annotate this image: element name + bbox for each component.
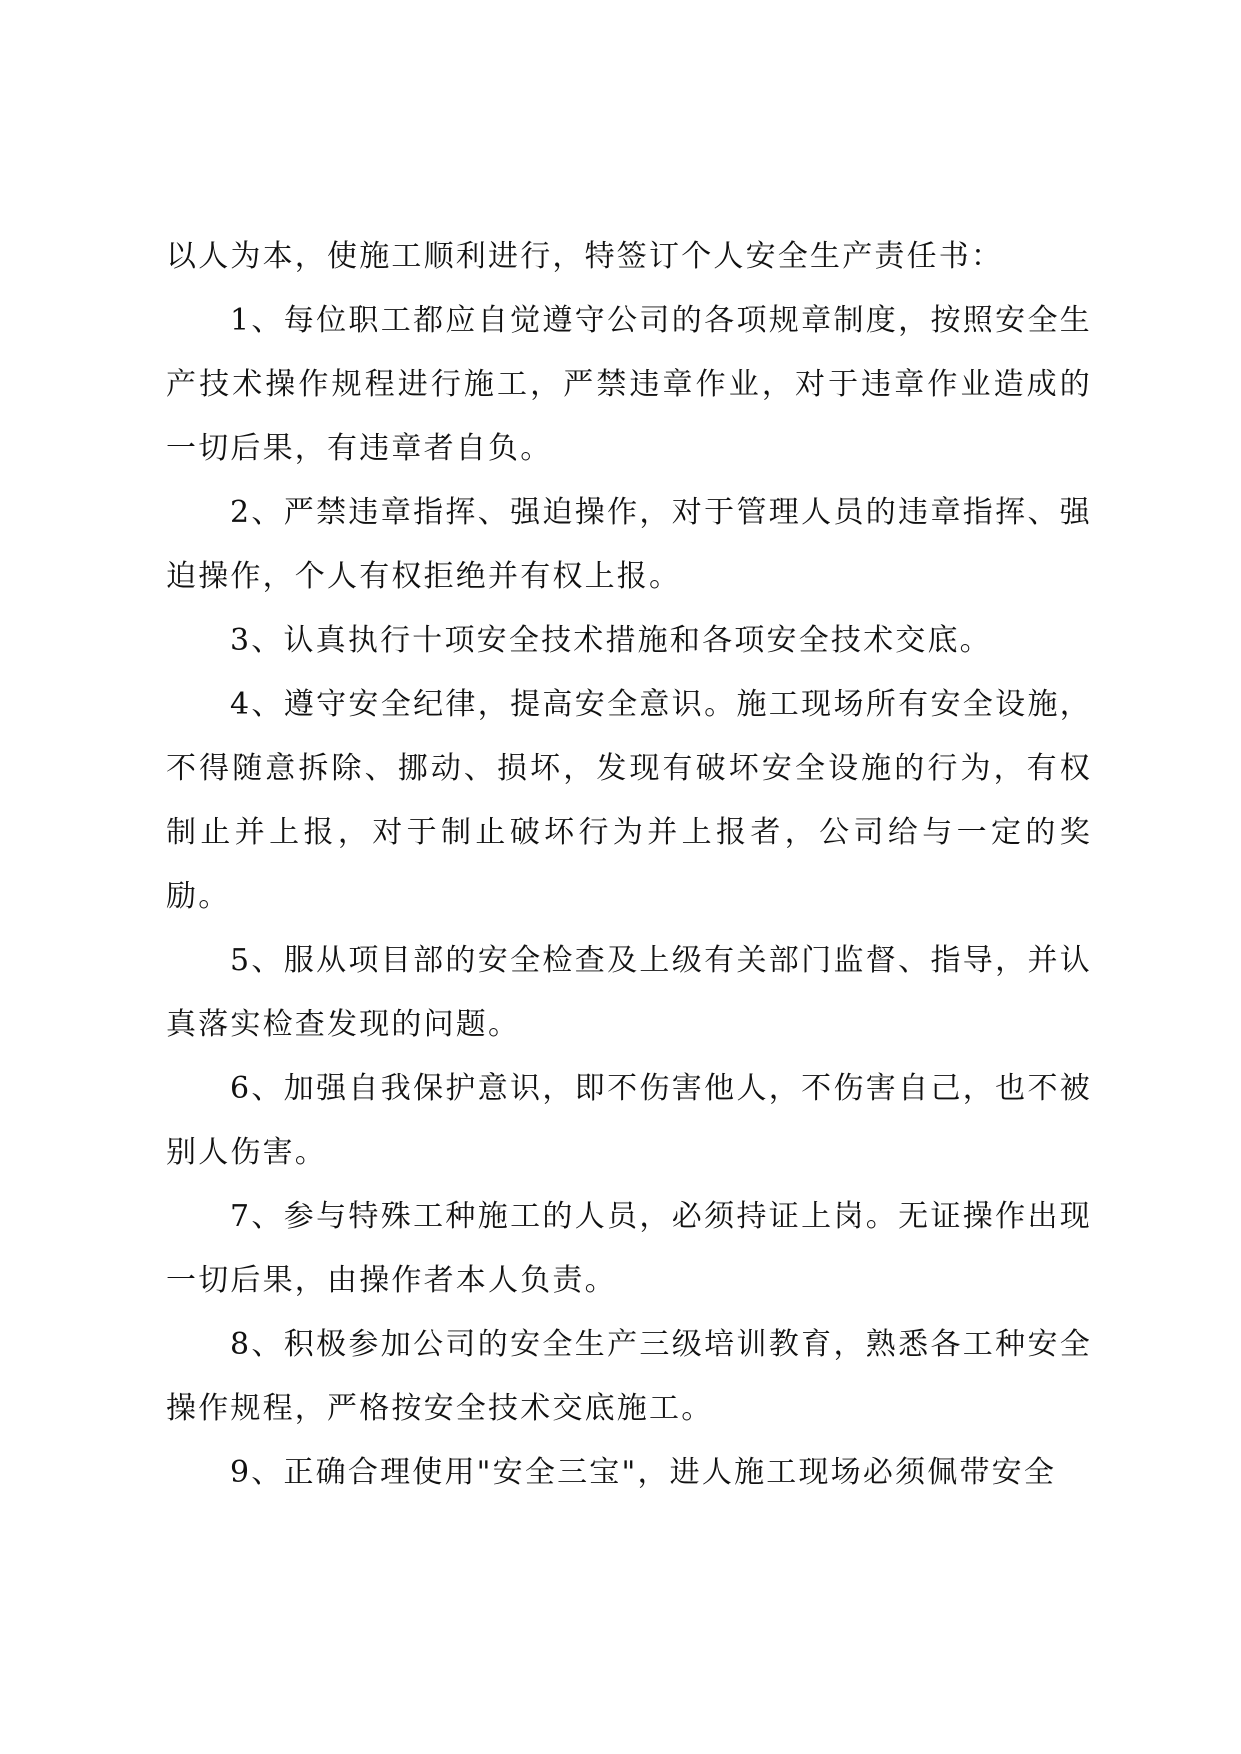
paragraph-item-6: 6、加强自我保护意识，即不伤害他人，不伤害自己，也不被别人伤害。	[166, 1071, 1092, 1170]
paragraph-item-4: 4、遵守安全纪律，提高安全意识。施工现场所有安全设施，不得随意拆除、挪动、损坏，发现有破坏安全设施的行为，有权制止并上报，对于制止破坏行为并上报者，公司给与一定的奖励。	[166, 687, 1092, 914]
paragraph-item-9: 9、正确合理使用"安全三宝"，进人施工现场必须佩带安全	[230, 1455, 1057, 1490]
paragraph-item-3: 3、认真执行十项安全技术措施和各项安全技术交底。	[230, 623, 992, 658]
paragraph-item-1: 1、每位职工都应自觉遵守公司的各项规章制度，按照安全生产技术操作规程进行施工，严禁违章作业，对于违章作业造成的一切后果，有违章者自负。	[166, 303, 1092, 466]
paragraph-item-5: 5、服从项目部的安全检查及上级有关部门监督、指导，并认真落实检查发现的问题。	[166, 943, 1092, 1042]
paragraph-item-2: 2、严禁违章指挥、强迫操作，对于管理人员的违章指挥、强迫操作，个人有权拒绝并有权上报。	[166, 495, 1092, 594]
paragraph-intro: 以人为本，使施工顺利进行，特签订个人安全生产责任书：	[166, 239, 1004, 274]
document-body	[166, 225, 1092, 1505]
paragraph-item-8: 8、积极参加公司的安全生产三级培训教育，熟悉各工种安全操作规程，严格按安全技术交底施工。	[166, 1327, 1092, 1426]
paragraph-item-7: 7、参与特殊工种施工的人员，必须持证上岗。无证操作出现一切后果，由操作者本人负责。	[166, 1199, 1092, 1298]
